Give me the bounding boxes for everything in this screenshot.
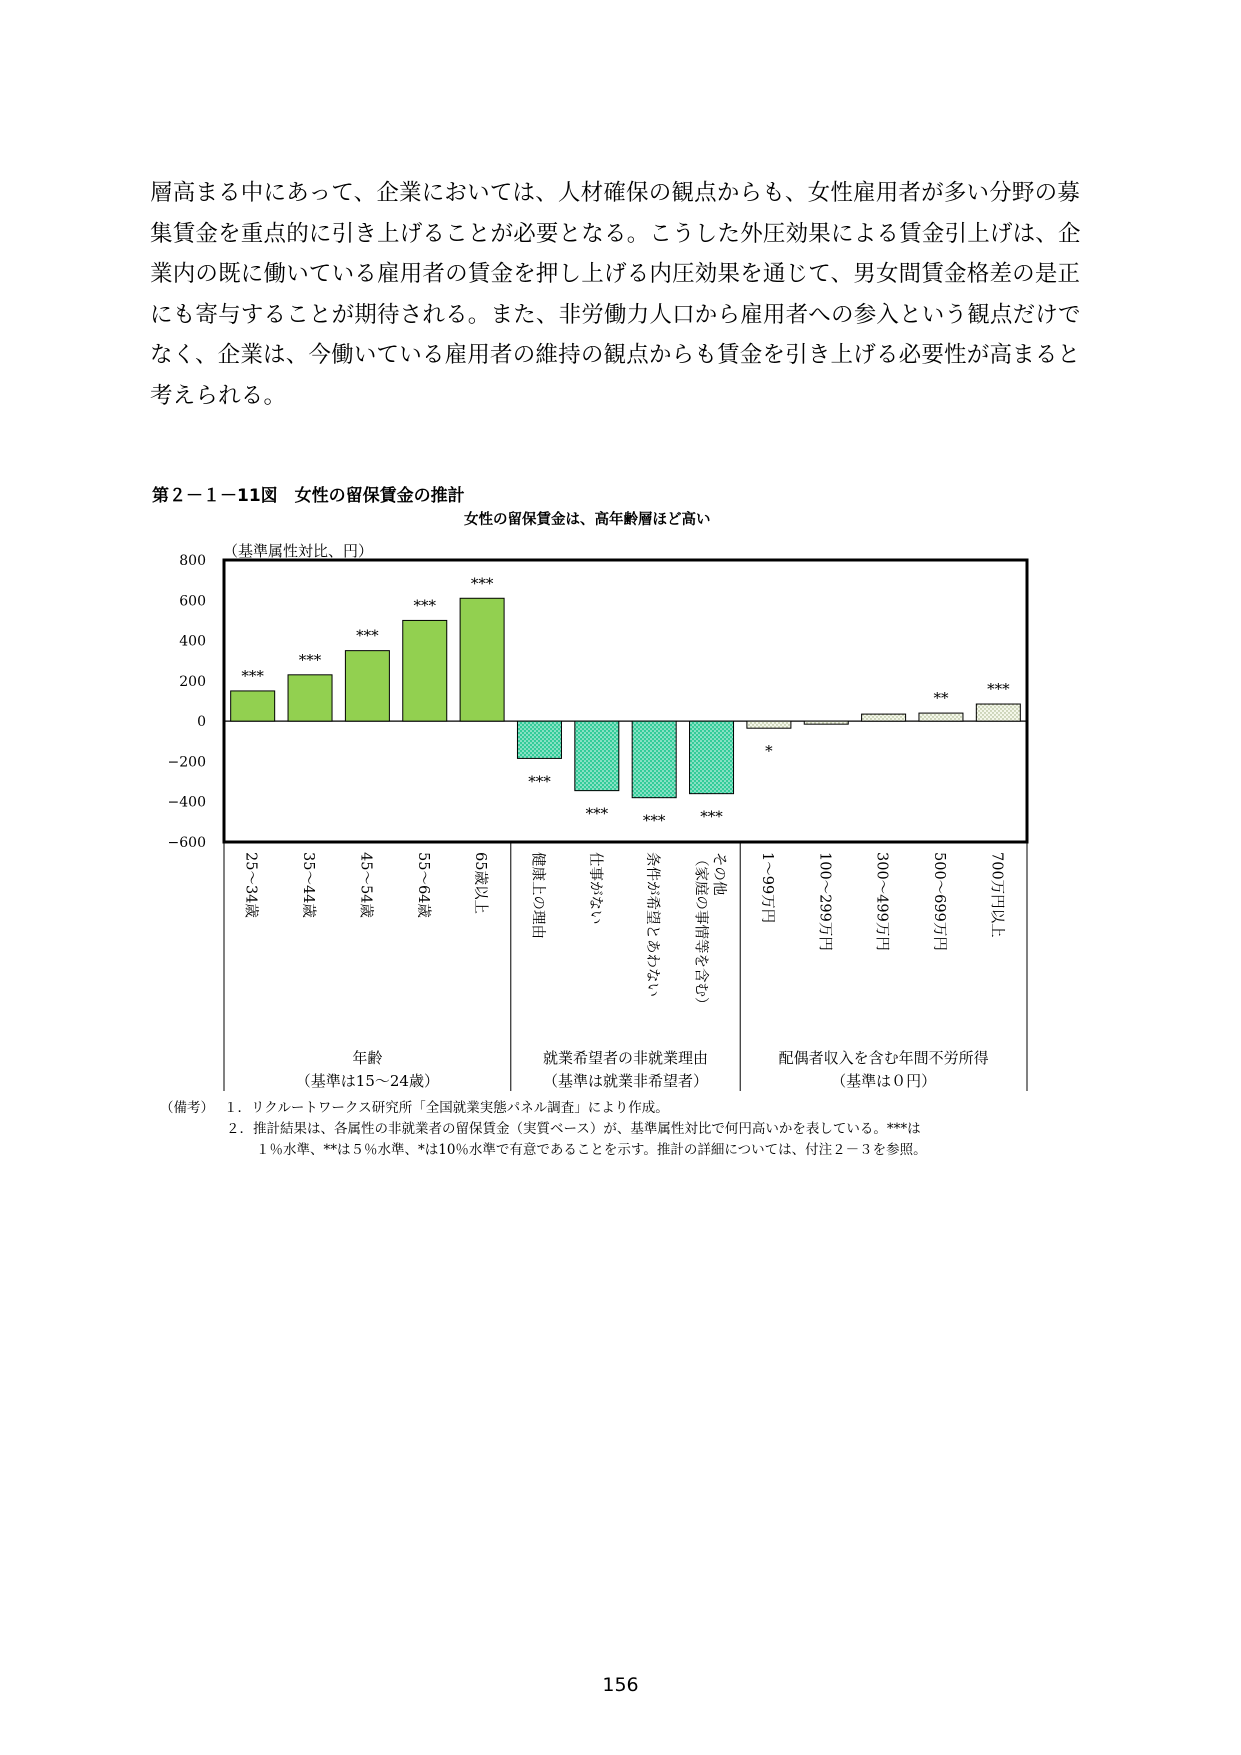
y-tick-label: −400	[167, 794, 206, 811]
category-label: 1～99万円	[758, 852, 775, 924]
bar	[976, 704, 1020, 721]
category-label: （家庭の事情等を含む）	[692, 852, 709, 1012]
paragraph-line: にも寄与することが期待される。また、非労働力人口から雇用者への参入という観点だけで	[150, 301, 1081, 328]
bar	[632, 721, 676, 798]
bar	[517, 721, 561, 758]
significance-label: ***	[298, 650, 322, 669]
category-label: 100～299万円	[816, 852, 833, 951]
significance-label: **	[933, 689, 949, 708]
bar	[804, 721, 848, 724]
category-label: 65歳以上	[472, 852, 489, 914]
y-tick-label: −600	[167, 835, 206, 851]
category-label: 55～64歳	[414, 852, 431, 918]
group-base-note: （基準は就業非希望者）	[542, 1072, 709, 1090]
significance-label: ***	[356, 626, 379, 645]
notes-label: （備考）	[160, 1100, 214, 1116]
figure-notes	[160, 1098, 927, 1161]
y-tick-label: −200	[167, 754, 206, 771]
significance-label: ***	[987, 680, 1010, 699]
group-name: 年齢	[352, 1049, 383, 1067]
significance-label: ***	[470, 574, 494, 593]
category-label: 25～34歳	[242, 852, 259, 918]
figure-title: 第２－１－11図 女性の留保賃金の推計	[152, 486, 465, 506]
plot-frame	[224, 560, 1027, 842]
bar	[862, 714, 906, 721]
significance-label: ***	[241, 666, 264, 685]
y-tick-label: 400	[179, 633, 206, 650]
paragraph-line: 考えられる。	[150, 382, 287, 409]
paragraph-line: 集賃金を重点的に引き上げることが必要となる。こうした外圧効果による賃金引上げは、企	[150, 220, 1081, 247]
category-label: 35～44歳	[300, 852, 317, 918]
category-label: その他	[710, 852, 727, 896]
significance-label: ***	[413, 596, 436, 615]
category-label: 300～499万円	[873, 852, 890, 951]
category-label: 条件が希望とあわない	[644, 852, 661, 997]
category-label: 仕事がない	[586, 852, 603, 925]
y-tick-label: 0	[197, 714, 206, 731]
category-label: 700万円以上	[988, 852, 1005, 938]
group-name: 就業希望者の非就業理由	[542, 1049, 709, 1067]
note-2-continuation: １％水準、**は５％水準、*は10％水準で有意であることを示す。推計の詳細については、付注２－３を参照。	[256, 1142, 927, 1158]
paragraph-line: 層高まる中にあって、企業においては、人材確保の観点からも、女性雇用者が多い分野の募	[150, 180, 1081, 206]
significance-label: ***	[642, 811, 666, 830]
bar	[575, 721, 619, 790]
figure-subtitle: 女性の留保賃金は、高年齢層ほど高い	[464, 512, 711, 528]
group-name: 配偶者収入を含む年間不労所得	[778, 1049, 989, 1067]
bar	[919, 713, 963, 721]
group-base-note: （基準は15～24歳）	[295, 1072, 439, 1090]
y-tick-label: 200	[179, 673, 206, 690]
page-number: 156	[602, 1674, 639, 1696]
significance-label: ***	[528, 772, 551, 791]
significance-label: ***	[585, 804, 609, 823]
bar	[231, 691, 275, 721]
category-label: 健康上の理由	[529, 852, 546, 939]
group-base-note: （基準は０円）	[831, 1072, 937, 1090]
bar	[288, 675, 332, 721]
y-tick-label: 600	[179, 593, 206, 610]
bar	[747, 721, 791, 728]
paragraph-line: なく、企業は、今働いている雇用者の維持の観点からも賃金を引き上げる必要性が高まると	[150, 342, 1081, 368]
bar	[403, 620, 447, 721]
note-2: ２．推計結果は、各属性の非就業者の留保賃金（実質ベース）が、基準属性対比で何円高いかを表している。***は	[226, 1121, 921, 1137]
significance-label: *	[765, 742, 773, 761]
y-axis-label: （基準属性対比、円）	[223, 542, 374, 560]
bar	[690, 721, 734, 794]
note-1: １．リクルートワークス研究所「全国就業実態パネル調査」により作成。	[224, 1100, 669, 1116]
category-label: 500～699万円	[930, 852, 947, 951]
paragraph-line: 業内の既に働いている雇用者の賃金を押し上げる内圧効果を通じて、男女間賃金格差の是正	[150, 261, 1081, 287]
bar	[345, 651, 389, 722]
y-tick-label: 800	[179, 553, 206, 569]
bar	[460, 598, 504, 721]
significance-label: ***	[700, 807, 723, 826]
category-label: 45～54歳	[357, 852, 374, 918]
